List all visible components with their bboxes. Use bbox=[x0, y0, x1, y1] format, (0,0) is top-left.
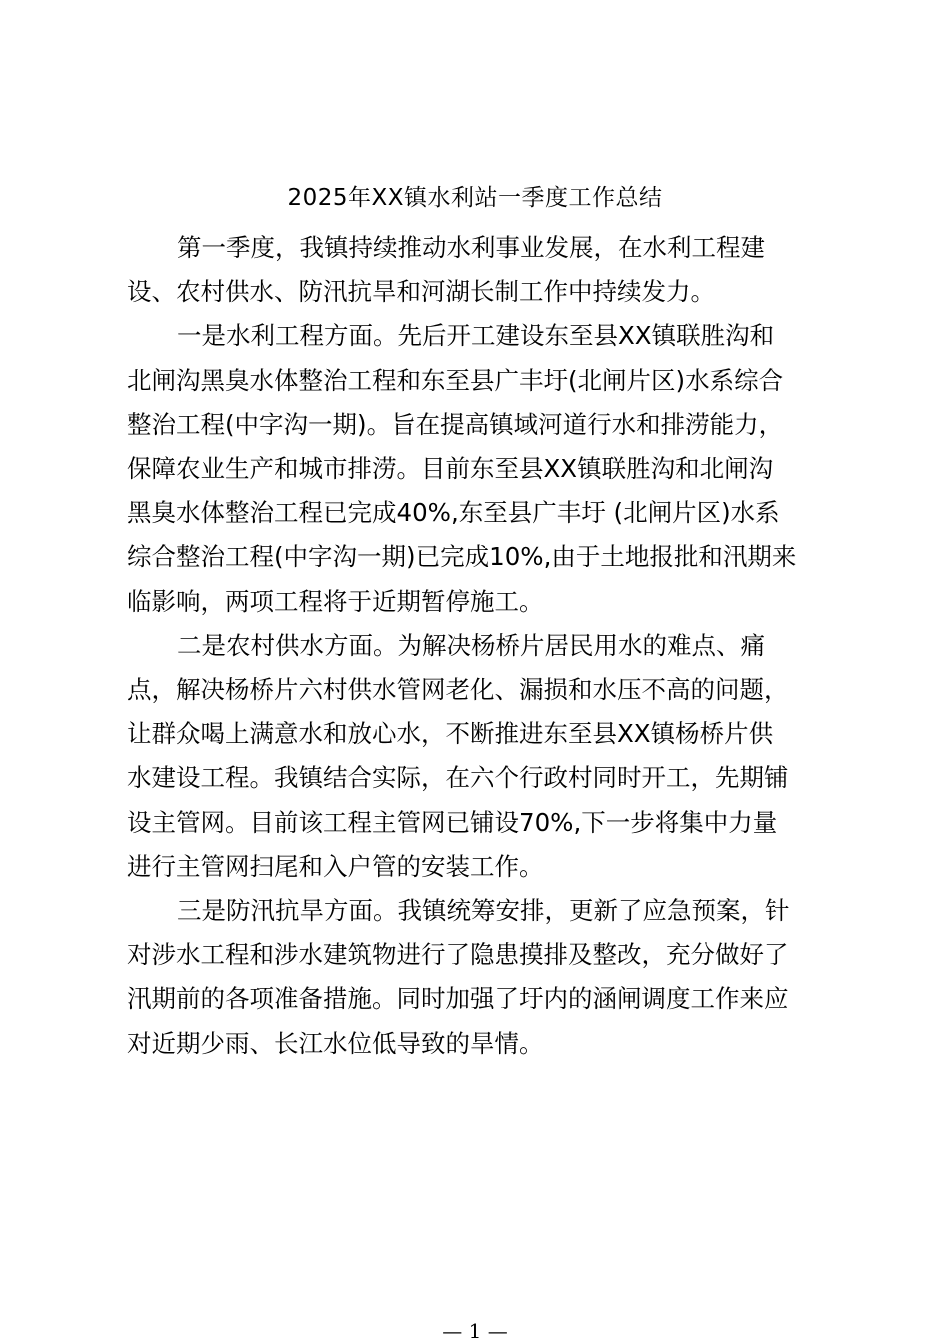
text-line: 对近期少雨、长江水位低导致的旱情。 bbox=[127, 1028, 544, 1058]
text-line: 二是农村供水方面。为解决杨桥片居民用水的难点、痛 bbox=[177, 630, 765, 660]
text-line: 整治工程(中字沟一期)。旨在提高镇域河道行水和排涝能力， bbox=[127, 409, 784, 439]
text-line: 三是防汛抗旱方面。我镇统筹安排，更新了应急预案，针 bbox=[177, 896, 790, 926]
text-line: 对涉水工程和涉水建筑物进行了隐患摸排及整改，充分做好了 bbox=[127, 940, 789, 970]
text-line: 设主管网。目前该工程主管网已铺设70%,下一步将集中力量 bbox=[127, 807, 778, 837]
document-body bbox=[127, 226, 839, 1066]
text-line: 水建设工程。我镇结合实际，在六个行政村同时开工，先期铺 bbox=[127, 763, 789, 793]
text-line: 综合整治工程(中字沟一期)已完成10%,由于土地报批和汛期来 bbox=[127, 542, 797, 572]
document-title: 2025年XX镇水利站一季度工作总结 bbox=[287, 185, 663, 211]
text-line: 设、农村供水、防汛抗旱和河湖长制工作中持续发力。 bbox=[127, 277, 715, 307]
text-line: 点，解决杨桥片六村供水管网老化、漏损和水压不高的问题， bbox=[127, 675, 789, 705]
text-line: 黑臭水体整治工程已完成40%,东至县广丰圩 (北闸片区)水系 bbox=[127, 498, 780, 528]
paragraph-water-projects bbox=[127, 314, 839, 623]
paragraph-rural-water-supply bbox=[127, 624, 839, 889]
text-line: 一是水利工程方面。先后开工建设东至县XX镇联胜沟和 bbox=[177, 321, 775, 351]
text-line: 保障农业生产和城市排涝。目前东至县XX镇联胜沟和北闸沟 bbox=[127, 454, 774, 484]
text-line: 进行主管网扫尾和入户管的安装工作。 bbox=[127, 851, 544, 881]
text-line: 汛期前的各项准备措施。同时加强了圩内的涵闸调度工作来应 bbox=[127, 984, 789, 1014]
paragraph-intro bbox=[127, 226, 839, 314]
text-line: 北闸沟黑臭水体整治工程和东至县广丰圩(北闸片区)水系综合 bbox=[127, 365, 784, 395]
text-line: 第一季度，我镇持续推动水利事业发展，在水利工程建 bbox=[177, 233, 765, 262]
text-line: 让群众喝上满意水和放心水，不断推进东至县XX镇杨桥片供 bbox=[127, 719, 774, 749]
text-line: 临影响，两项工程将于近期暂停施工。 bbox=[127, 586, 544, 616]
paragraph-flood-drought bbox=[127, 889, 839, 1066]
page-number: — 1 — bbox=[442, 1319, 508, 1343]
